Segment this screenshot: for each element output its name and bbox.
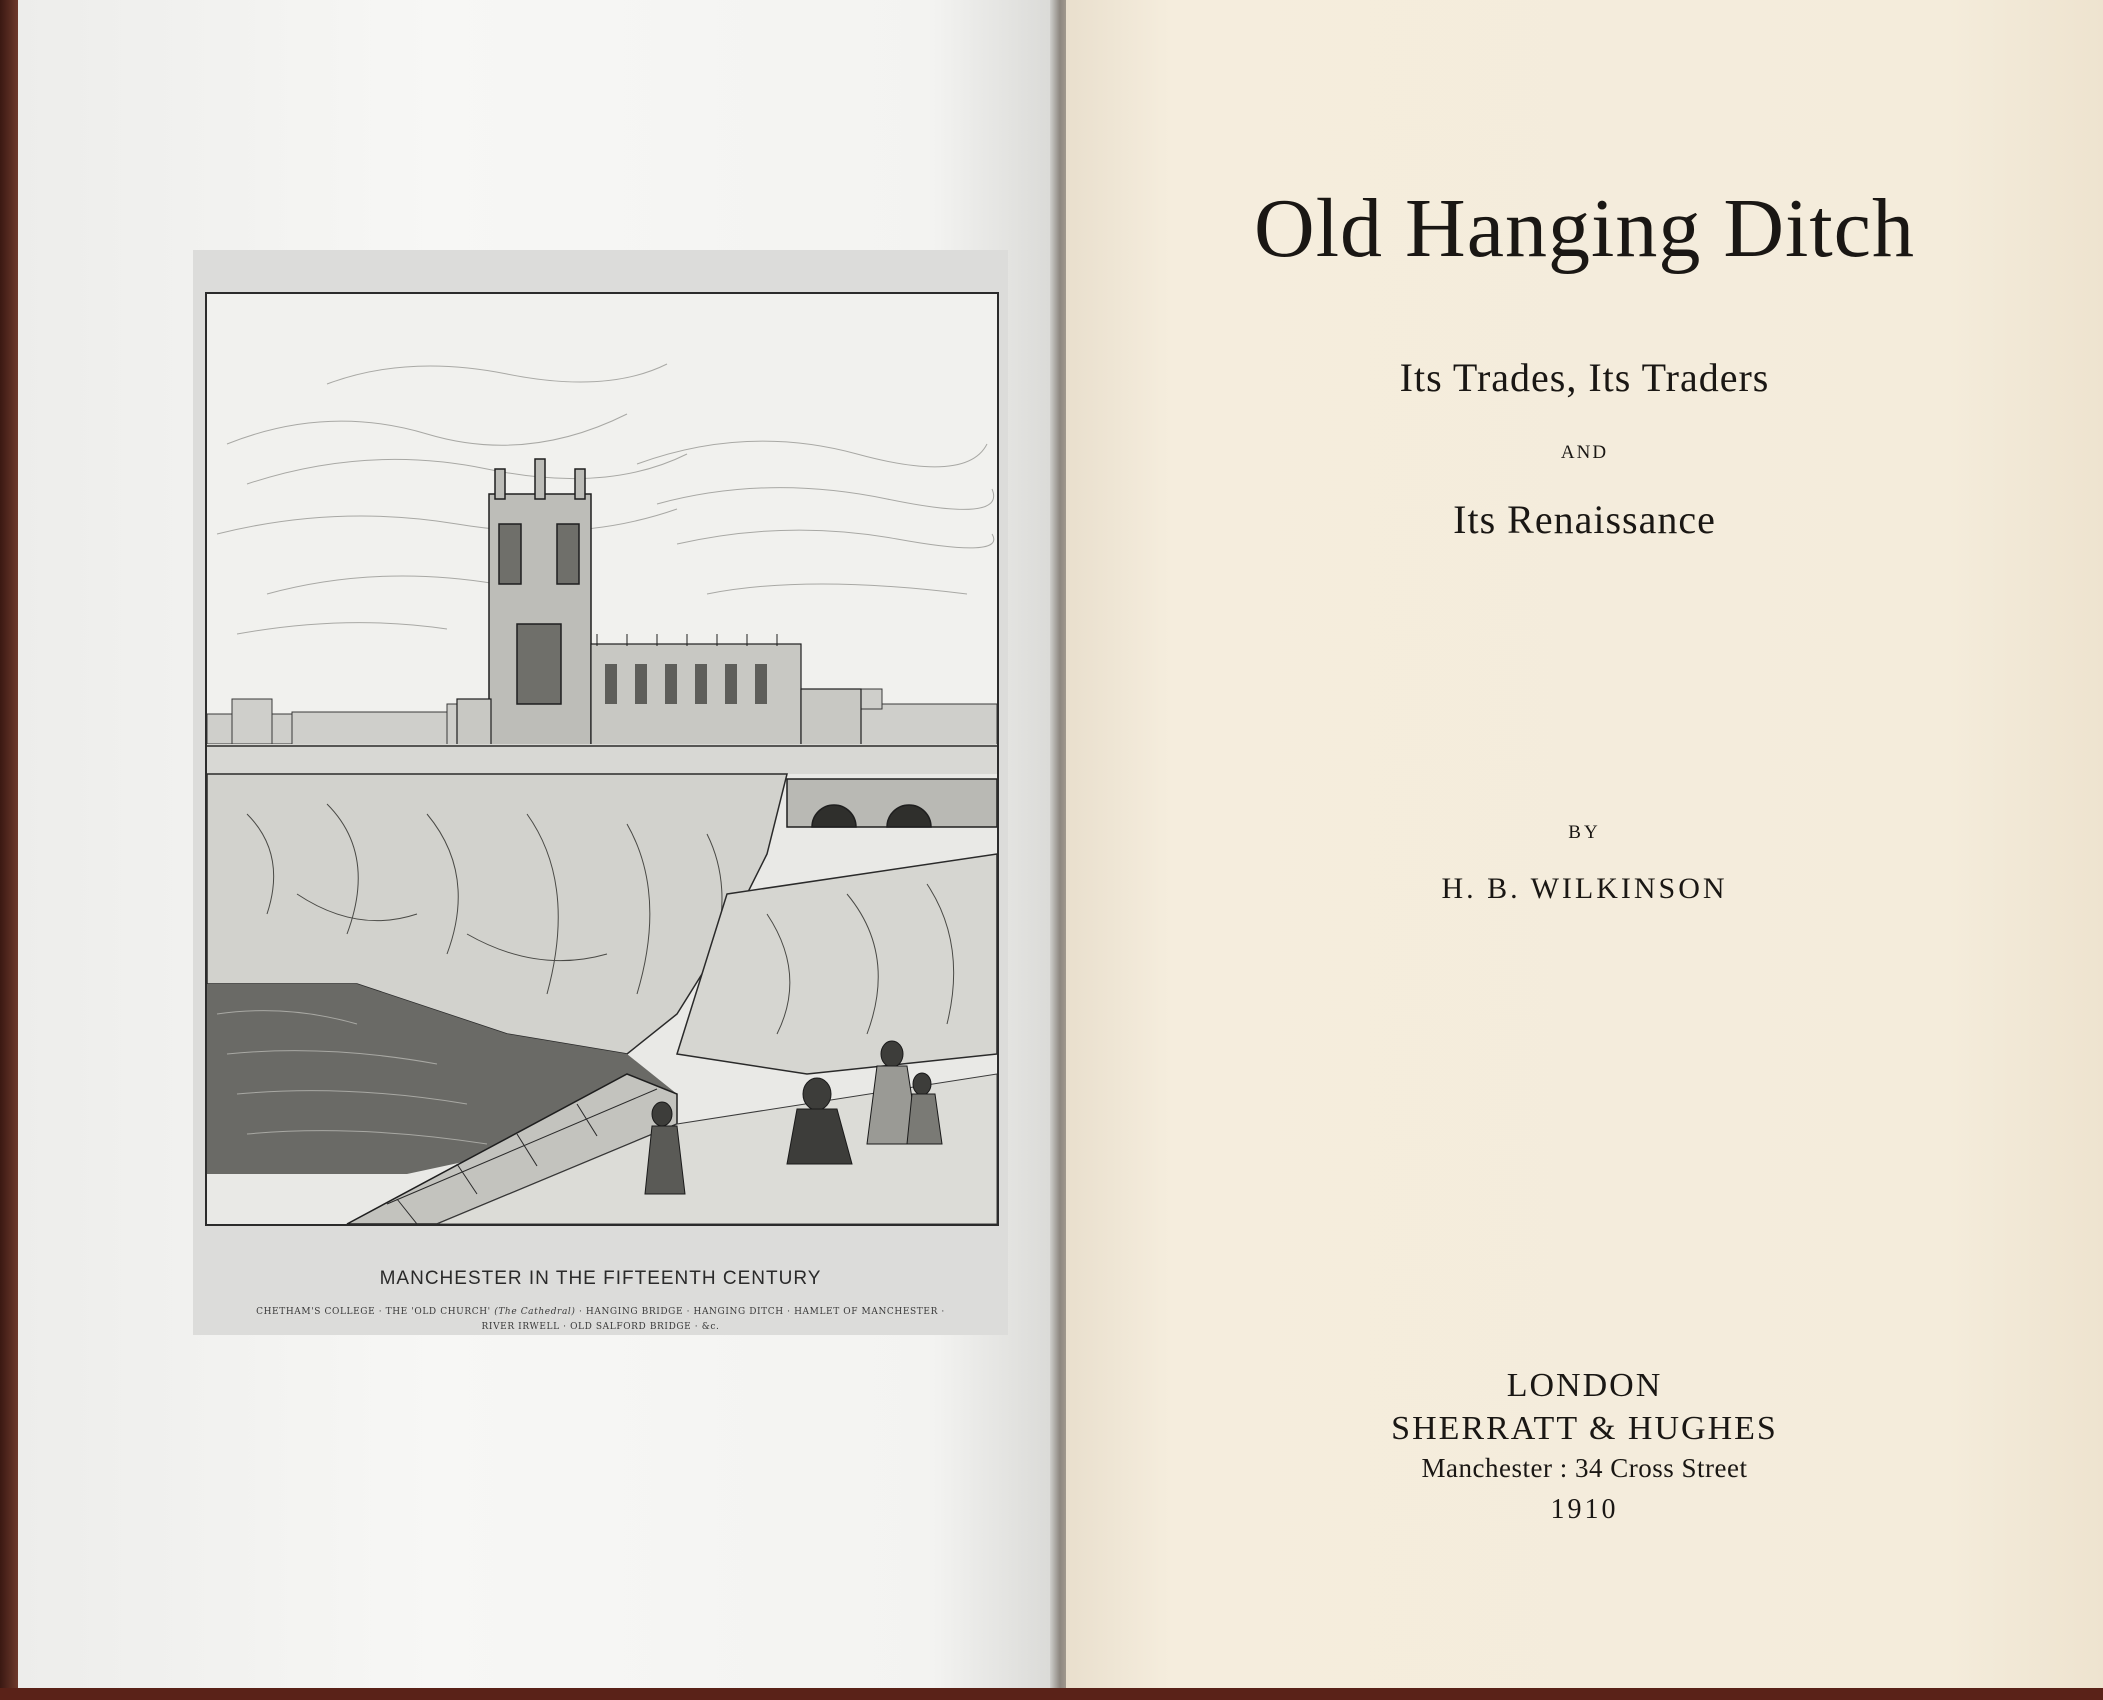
publisher-address: Manchester : 34 Cross Street <box>1421 1453 1748 1483</box>
left-page <box>18 0 1058 1688</box>
subtitle-line2: Its Renaissance <box>1453 497 1716 542</box>
book-title: Old Hanging Ditch <box>1254 182 1915 275</box>
subtitle-line1: Its Trades, Its Traders <box>1399 355 1770 400</box>
byline-by: BY <box>1568 822 1601 843</box>
legend-line1-italic: (The Cathedral) <box>494 1307 576 1317</box>
publication-year: 1910 <box>1550 1494 1619 1525</box>
cathedral-engraving <box>207 294 997 1224</box>
title-page <box>1066 0 2103 1688</box>
frontispiece-legend <box>223 1305 978 1335</box>
cover-edge <box>0 0 18 1700</box>
legend-line2: RIVER IRWELL · OLD SALFORD BRIDGE · &c. <box>481 1322 720 1332</box>
legend-line1-start: CHETHAM'S COLLEGE · THE 'OLD CHURCH' <box>256 1307 491 1317</box>
legend-line1-end: · HANGING BRIDGE · HANGING DITCH · HAMLET OF MANCHESTER · <box>578 1307 945 1317</box>
frontispiece-plate <box>193 250 1008 1335</box>
author-name: H. B. WILKINSON <box>1441 872 1728 905</box>
subtitle-conjunction: AND <box>1560 442 1609 463</box>
frontispiece-caption: MANCHESTER IN THE FIFTEENTH CENTURY <box>379 1268 822 1289</box>
publisher-city: LONDON <box>1506 1367 1663 1404</box>
publisher-name: SHERRATT & HUGHES <box>1391 1410 1778 1447</box>
frontispiece-illustration <box>205 292 999 1226</box>
cover-edge-bottom <box>0 1688 2103 1700</box>
